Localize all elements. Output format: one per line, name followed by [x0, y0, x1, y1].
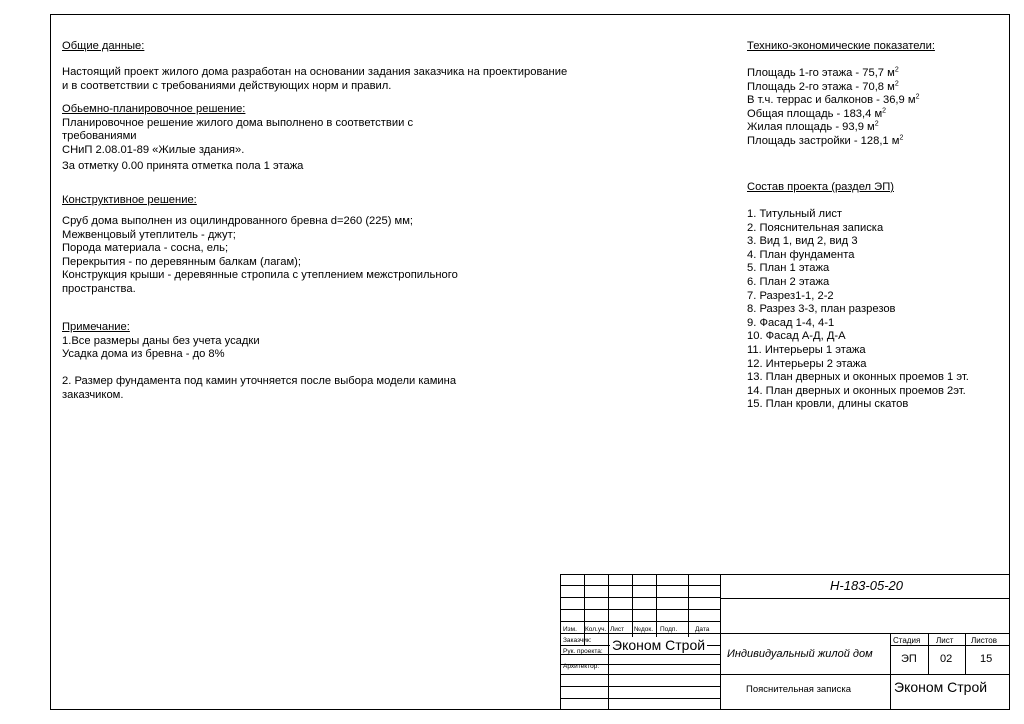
drawing-code: Н-183-05-20	[830, 578, 903, 593]
construction-heading: Конструктивное решение:	[62, 194, 197, 206]
notes-line: 1.Все размеры даны без учета усадки	[62, 334, 260, 347]
construction-line: Перекрытия - по деревянным балкам (лагам);	[62, 255, 302, 268]
planning-section	[62, 103, 413, 174]
general-line: Настоящий проект жилого дома разработан на основании задания заказчика на проектирование	[62, 66, 568, 78]
composition-item: 3. Вид 1, вид 2, вид 3	[747, 235, 858, 248]
title-block	[560, 574, 1010, 710]
composition-heading: Состав проекта (раздел ЭП)	[747, 181, 894, 193]
indicator-item: В т.ч. террас и балконов - 36,9 $м^2$	[747, 93, 920, 107]
unit-superscript: 2	[915, 93, 920, 101]
composition-item: 4. План фундамента	[747, 248, 855, 261]
stage-label: Стадия	[893, 636, 921, 645]
composition-item: 10. Фасад А-Д, Д-А	[747, 330, 846, 343]
col-label: Изм.	[563, 626, 577, 633]
planning-line: требованиями	[62, 130, 137, 142]
notes-heading: Примечание:	[62, 321, 130, 333]
construction-line: Порода материала - сосна, ель;	[62, 242, 229, 254]
project-name: Индивидуальный жилой дом	[727, 648, 873, 660]
composition-item: 14. План дверных и оконных проемов 2эт.	[747, 384, 966, 397]
construction-line: пространства.	[62, 282, 136, 295]
construction-line: Межвенцовый утеплитель - джут;	[62, 228, 236, 241]
general-heading: Общие данные:	[62, 40, 145, 52]
unit-superscript: 2	[894, 79, 899, 87]
planning-heading: Обьемно-планировочное решение:	[62, 103, 246, 115]
stage-value: ЭП	[901, 653, 917, 665]
notes-line: заказчиком.	[62, 388, 124, 401]
sheets-value: 15	[980, 653, 993, 665]
sheet-label: Лист	[936, 636, 954, 645]
composition-list	[747, 208, 969, 412]
role-project-lead: Рук. проекта:	[563, 648, 603, 655]
composition-item: 8. Разрез 3-3, план разрезов	[747, 303, 896, 316]
unit-superscript: 2	[899, 134, 904, 142]
general-line: и в соответствии с требованиями действующих норм и правил.	[62, 79, 392, 92]
col-label: №док.	[634, 626, 654, 633]
notes-line: 2. Размер фундамента под камин уточняется после выбора модели камина	[62, 375, 457, 387]
construction-line: Конструкция крыши - деревянные стропила с утеплением межстропильного	[62, 269, 458, 281]
indicator-item: Площадь застройки - 128,1 $м^2$	[747, 134, 904, 147]
indicator-item: Общая площадь - 183,4 $м^2$	[747, 107, 887, 120]
col-label: Дата	[695, 626, 710, 633]
unit-superscript: 2	[894, 66, 899, 74]
composition-item: 6. План 2 этажа	[747, 275, 830, 288]
col-label: Лист	[610, 626, 625, 633]
indicator-item: Жилая площадь - 93,9 $м^2$	[747, 120, 879, 134]
general-section	[62, 40, 144, 54]
general-lines	[62, 66, 567, 93]
company-name: Эконом Строй	[612, 637, 706, 653]
planning-line: За отметку 0.00 принята отметка пола 1 этажа	[62, 160, 304, 172]
composition-item: 2. Пояснительная записка	[747, 221, 884, 234]
indicators-list	[747, 67, 919, 149]
composition-item: 5. План 1 этажа	[747, 262, 830, 275]
composition-item: 7. Разрез1-1, 2-2	[747, 289, 834, 302]
role-architect: Архитектор:	[563, 663, 600, 670]
notes-line	[62, 362, 456, 376]
unit-superscript: 2	[874, 120, 879, 128]
construction-section	[62, 194, 197, 208]
planning-line: СНиП 2.08.01-89 «Жилые здания».	[62, 143, 245, 156]
indicator-item: Площадь 1-го этажа - 75,7 $м^2$	[747, 66, 899, 79]
composition-item: 13. План дверных и оконных проемов 1 эт.	[747, 371, 969, 384]
unit-superscript: 2	[882, 107, 887, 115]
indicators-heading: Технико-экономические показатели:	[747, 40, 935, 52]
composition-item: 11. Интерьеры 1 этажа	[747, 343, 866, 356]
sheets-label: Листов	[971, 636, 997, 645]
composition-item: 1. Титульный лист	[747, 208, 843, 220]
notes-section	[62, 321, 456, 402]
planning-line: Планировочное решение жилого дома выполнено в соответствии с	[62, 116, 414, 129]
col-label: Кол.уч.	[585, 626, 607, 633]
notes-line: Усадка дома из бревна - до 8%	[62, 348, 225, 360]
company-name-2: Эконом Строй	[894, 679, 988, 695]
sheet-value: 02	[940, 653, 953, 665]
col-label: Подп.	[660, 626, 678, 633]
composition-item: 12. Интерьеры 2 этажа	[747, 357, 867, 370]
composition-item: 15. План кровли, длины скатов	[747, 398, 909, 411]
construction-line: Сруб дома выполнен из оцилиндрованного бревна d=260 (225) мм;	[62, 215, 414, 227]
construction-lines	[62, 215, 458, 296]
role-customer: Заказчик:	[563, 637, 592, 644]
document-name: Пояснительная записка	[746, 684, 852, 695]
composition-item: 9. Фасад 1-4, 4-1	[747, 316, 835, 329]
indicator-item: Площадь 2-го этажа - 70,8 $м^2$	[747, 79, 899, 93]
